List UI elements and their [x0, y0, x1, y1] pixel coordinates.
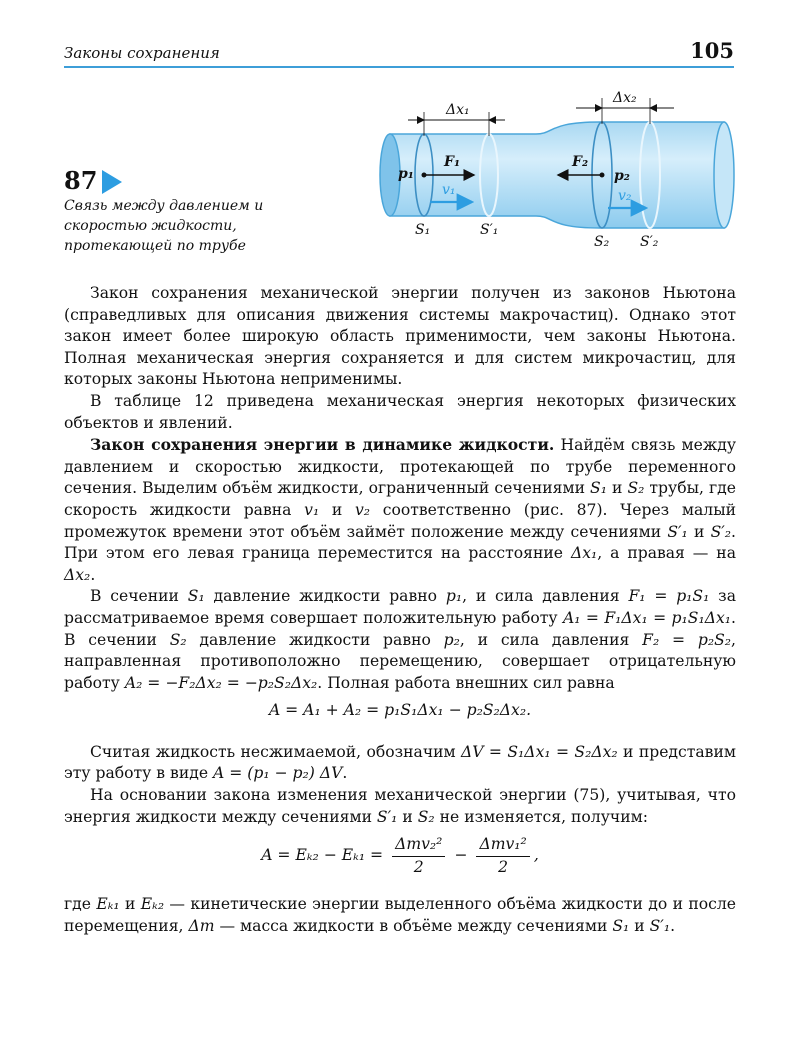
header-divider — [64, 66, 734, 68]
formula-total-work: A = A₁ + A₂ = p₁S₁Δx₁ − p₂S₂Δx₂. — [268, 701, 532, 720]
paragraph: На основании закона изменения механической энергии (75), учитывая, что энергия жидкости между сечениями S′₁ и S₂ не изменяется, получим: — [64, 786, 736, 826]
paragraph: Считая жидкость несжимаемой, обозначим ΔV = S₁Δx₁ = S₂Δx₂ и представим эту работу в виде A = (p₁ − p₂) ΔV. — [64, 742, 736, 783]
s1-label: S₁ — [415, 222, 431, 238]
p1-label: p₁ — [398, 166, 414, 182]
paragraph: В сечении S₁ давление жидкости равно p₁, и сила давления F₁ = p₁S₁ за рассматриваемое время совершает положительную работу A₁ = F₁Δx₁ = p₁S₁Δx₁. В сечении S₂ давление жидкости равно p₂, и сила давления F₂ = p₂S₂, направленная противоположно перемещению, совершает отрицательную работу A₂ = −F₂Δx₂ = −p₂S₂Δx₂. Полная работа внешних сил равна — [64, 587, 736, 692]
figure-number: 87 — [64, 166, 98, 195]
paragraph: где Eₖ₁ и Eₖ₂ — кинетические энергии выделенного объёма жидкости до и после перемещения, Δm — масса жидкости в объёме между сечениями S₁ и S′₁. — [64, 895, 736, 936]
dx1-label: Δx₁ — [446, 102, 470, 118]
formula-energy: A = Eₖ₂ − Eₖ₁ = $\frac{\text{Δmv₂²}}{2}$ − $\frac{\text{Δmv₁²}}{2}$ , — [64, 834, 736, 878]
v2-label: v₂ — [618, 188, 632, 204]
section-title: Законы сохранения — [64, 44, 220, 62]
tube-left-opening — [380, 134, 400, 216]
paragraph: Закон сохранения механической энергии получен из законов Ньютона (справедливых для описания движения системы макрочастиц). Однако этот закон имеет более широкую область применимости, чем законы Ньютона. Полная механическая энергия сохраняется и для систем микрочастиц, для которых законы Ньютона неприменимы. — [64, 284, 736, 389]
f2-label: F₂ — [572, 154, 589, 170]
fraction: $\frac{\text{Δmv₁²}}{2}$ — [476, 834, 529, 878]
s2-prime-label: S′₂ — [640, 234, 659, 250]
p2-label: p₂ — [614, 168, 630, 184]
s1-prime-label: S′₁ — [480, 222, 499, 238]
fraction: $\frac{\text{Δmv₂²}}{2}$ — [392, 834, 445, 878]
s2-label: S₂ — [594, 234, 610, 250]
page-number: 105 — [690, 38, 734, 63]
paragraph-heading: Закон сохранения энергии в динамике жидкости. — [90, 435, 555, 455]
figure-marker-icon — [102, 170, 122, 194]
paragraph: Закон сохранения энергии в динамике жидкости. Найдём связь между давлением и скоростью жидкости, протекающей по трубе переменного сечения. Выделим объём жидкости, ограниченный сечениями S₁ и S₂ трубы, где скорость жидкости равна v₁ и v₂ соответственно (рис. 87). Через малый промежуток времени этот объём займёт положение между сечениями S′₁ и S′₂. При этом его левая граница переместится на расстояние Δx₁, а правая — на Δx₂. — [64, 435, 737, 584]
tube-right-end — [714, 122, 734, 228]
f1-label: F₁ — [444, 154, 461, 170]
paragraph: В таблице 12 приведена механическая энергия некоторых физических объектов и явлений. — [64, 391, 736, 432]
body-text — [64, 283, 736, 938]
dx2-label: Δx₂ — [613, 90, 637, 106]
v1-label: v₁ — [442, 182, 456, 198]
figure-caption: Связь между давлением и скоростью жидкости, протекающей по трубе — [64, 198, 264, 254]
tube-diagram — [368, 88, 744, 254]
